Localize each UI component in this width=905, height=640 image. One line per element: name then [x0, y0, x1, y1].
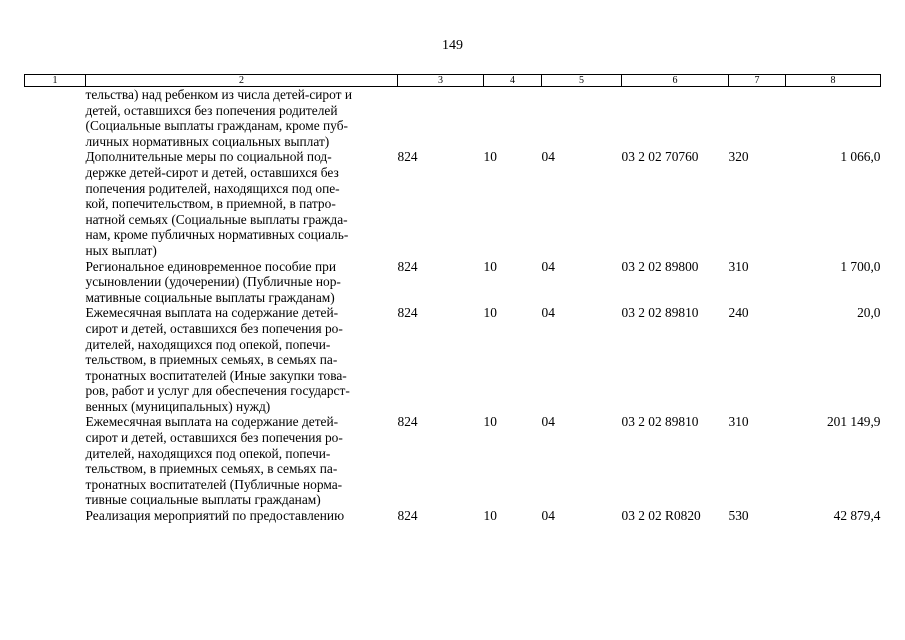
column-header-7: 7	[729, 75, 786, 87]
expense-type-cell: 310	[728, 258, 749, 274]
item-name-line: Ежемесячная выплата на содержание детей-	[85, 414, 339, 430]
admin-code-cell: 824	[397, 305, 418, 321]
item-name-line: кой, попечительством, в приемной, в патро-	[85, 196, 336, 212]
page-number: 149	[442, 38, 463, 53]
section-code-cell: 10	[483, 305, 497, 321]
item-name-line: Реализация мероприятий по предоставлению	[85, 508, 345, 524]
subsection-code-cell: 04	[541, 258, 555, 274]
row-number-cell	[25, 87, 86, 150]
item-name-line: мативные социальные выплаты гражданам)	[85, 289, 335, 305]
column-header-6: 6	[622, 75, 729, 87]
column-header-1: 1	[25, 75, 86, 87]
expense-type-cell: 310	[728, 414, 749, 430]
row-number-cell	[25, 149, 86, 258]
subsection-code-cell: 04	[541, 305, 555, 321]
amount-cell: 20,0	[857, 305, 881, 321]
section-code-cell: 10	[483, 414, 497, 430]
item-name-line: Ежемесячная выплата на содержание детей-	[85, 305, 339, 321]
item-name-line: усыновлении (удочерении) (Публичные нор-	[85, 274, 341, 290]
table-row	[25, 414, 881, 508]
table-row	[25, 149, 881, 258]
item-name-line: дителей, находящихся под опекой, попечи-	[85, 445, 331, 461]
item-name-line: ных выплат)	[85, 242, 157, 258]
target-article-cell: 03 2 02 89800	[621, 258, 699, 274]
item-name-cell	[86, 305, 398, 414]
target-article-cell: 03 2 02 89810	[621, 414, 699, 430]
item-name-cell	[86, 87, 398, 150]
column-number-row	[25, 75, 881, 87]
item-name-line: тельством, в приемных семьях, в семьях па-	[85, 352, 338, 368]
item-name-line: попечения родителей, находящихся под опе-	[85, 180, 340, 196]
amount-cell: 42 879,4	[833, 508, 881, 524]
amount-cell: 1 066,0	[840, 149, 881, 165]
item-name-line: ров, работ и услуг для обеспечения государст-	[85, 383, 350, 399]
column-header-4: 4	[484, 75, 542, 87]
amount-cell	[786, 87, 881, 150]
table-row	[25, 87, 881, 150]
amount-cell: 1 700,0	[840, 258, 881, 274]
item-name-cell	[86, 414, 398, 508]
subsection-code-cell	[542, 87, 622, 150]
item-name-cell	[86, 508, 398, 524]
item-name-line: (Социальные выплаты гражданам, кроме пуб-	[85, 118, 348, 134]
item-name-line: держке детей-сирот и детей, оставшихся без	[85, 164, 339, 180]
table-body	[25, 87, 881, 524]
column-header-8: 8	[786, 75, 881, 87]
target-article-cell: 03 2 02 R0820	[621, 508, 701, 524]
item-name-line: сирот и детей, оставшихся без попечения ро-	[85, 320, 343, 336]
row-number-cell	[25, 305, 86, 414]
expense-type-cell: 530	[728, 508, 749, 524]
item-name-line: тронатных воспитателей (Публичные норма-	[85, 476, 343, 492]
item-name-line: Дополнительные меры по социальной под-	[85, 149, 332, 165]
table-header	[25, 75, 881, 87]
item-name-line: Региональное единовременное пособие при	[85, 258, 336, 274]
item-name-line: тронатных воспитателей (Иные закупки това-	[85, 367, 347, 383]
target-article-cell	[622, 87, 729, 150]
column-header-5: 5	[542, 75, 622, 87]
subsection-code-cell: 04	[541, 414, 555, 430]
item-name-cell	[86, 149, 398, 258]
budget-table	[24, 74, 881, 524]
row-number-cell	[25, 259, 86, 306]
column-header-2: 2	[86, 75, 398, 87]
expense-type-cell	[729, 87, 786, 150]
table-row	[25, 305, 881, 414]
admin-code-cell	[398, 87, 484, 150]
target-article-cell: 03 2 02 89810	[621, 305, 699, 321]
item-name-line: натной семьях (Социальные выплаты гражда-	[85, 211, 348, 227]
admin-code-cell: 824	[397, 508, 418, 524]
column-header-3: 3	[398, 75, 484, 87]
item-name-line: дителей, находящихся под опекой, попечи-	[85, 336, 331, 352]
item-name-line: тельством, в приемных семьях, в семьях па-	[85, 461, 338, 477]
item-name-line: детей, оставшихся без попечения родителей	[85, 102, 338, 118]
row-number-cell	[25, 414, 86, 508]
section-code-cell: 10	[483, 149, 497, 165]
item-name-line: нам, кроме публичных нормативных социаль-	[85, 227, 349, 243]
expense-type-cell: 320	[728, 149, 749, 165]
table-row	[25, 259, 881, 306]
subsection-code-cell: 04	[541, 508, 555, 524]
row-number-cell	[25, 508, 86, 524]
section-code-cell: 10	[483, 508, 497, 524]
target-article-cell: 03 2 02 70760	[621, 149, 699, 165]
section-code-cell	[484, 87, 542, 150]
table-row	[25, 508, 881, 524]
item-name-line: венных (муниципальных) нужд)	[85, 398, 271, 414]
item-name-line: тельства) над ребенком из числа детей-сирот и	[85, 87, 353, 102]
admin-code-cell: 824	[397, 414, 418, 430]
item-name-line: личных нормативных социальных выплат)	[85, 133, 330, 149]
expense-type-cell: 240	[728, 305, 749, 321]
subsection-code-cell: 04	[541, 149, 555, 165]
admin-code-cell: 824	[397, 258, 418, 274]
section-code-cell: 10	[483, 258, 497, 274]
item-name-line: тивные социальные выплаты гражданам)	[85, 492, 321, 508]
admin-code-cell: 824	[397, 149, 418, 165]
amount-cell: 201 149,9	[826, 414, 881, 430]
item-name-line: сирот и детей, оставшихся без попечения ро-	[85, 430, 343, 446]
item-name-cell	[86, 259, 398, 306]
